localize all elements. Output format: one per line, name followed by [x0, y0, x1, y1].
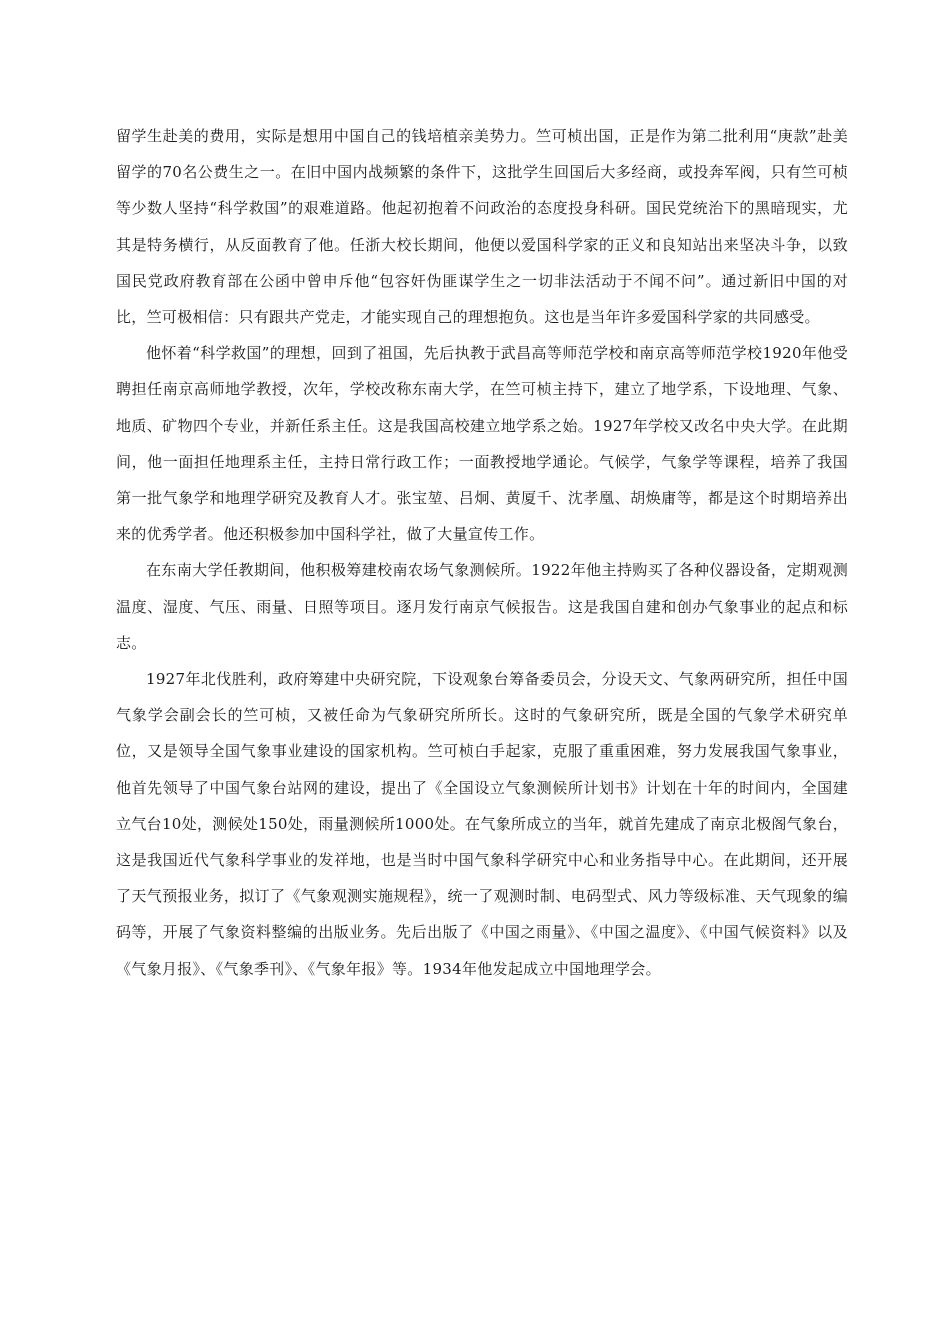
paragraph-1: 留学生赴美的费用，实际是想用中国自己的钱培植亲美势力。竺可桢出国，正是作为第二批利用“庚款”赴美留学的70名公费生之一。在旧中国内战频繁的条件下，这批学生回国后大多经商，或投奔军阀，只有竺可桢等少数人坚持“科学救国”的艰难道路。他起初抱着不问政治的态度投身科研。国民党统治下的黑暗现实，尤其是特务横行，从反面教育了他。任浙大校长期间，他便以爱国科学家的正义和良知站出来坚决斗争，以致国民党政府教育部在公函中曾申斥他“包容奸伪匪谋学生之一切非法活动于不闻不问”。通过新旧中国的对比，竺可极相信：只有跟共产党走，才能实现自己的理想抱负。这也是当年许多爱国科学家的共同感受。 [116, 127, 848, 327]
paragraph-4: 1927年北伐胜利，政府筹建中央研究院，下设观象台筹备委员会，分设天文、气象两研究所，担任中国气象学会副会长的竺可桢，又被任命为气象研究所所长。这时的气象研究所，既是全国的气象学术研究单位，又是领导全国气象事业建设的国家机构。竺可桢白手起家，克服了重重困难，努力发展我国气象事业，他首先领导了中国气象台站网的建设，提出了《全国设立气象测候所计划书》计划在十年的时间内，全国建立气台10处，测候处150处，雨量测候所1000处。在气象所成立的当年，就首先建成了南京北极阁气象台，这是我国近代气象科学事业的发祥地，也是当时中国气象科学研究中心和业务指导中心。在此期间，还开展了天气预报业务，拟订了《气象观测实施规程》，统一了观测时制、电码型式、风力等级标准、天气现象的编码等，开展了气象资料整编的出版业务。先后出版了《中国之雨量》、《中国之温度》、《中国气候资料》以及《气象月报》、《气象季刊》、《气象年报》等。1934年他发起成立中国地理学会。 [116, 670, 848, 978]
paragraph-3: 在东南大学任教期间，他积极筹建校南农场气象测候所。1922年他主持购买了各种仪器设备，定期观测温度、湿度、气压、雨量、日照等项目。逐月发行南京气候报告。这是我国自建和创办气象事业的起点和标志。 [116, 561, 848, 652]
paragraph-2: 他怀着“科学救国”的理想，回到了祖国，先后执教于武昌高等师范学校和南京高等师范学校1920年他受聘担任南京高师地学教授，次年，学校改称东南大学，在竺可桢主持下，建立了地学系，下设地理、气象、地质、矿物四个专业，并新任系主任。这是我国高校建立地学系之始。1927年学校又改名中央大学。在此期间，他一面担任地理系主任，主持日常行政工作；一面教授地学通论。气候学，气象学等课程，培养了我国第一批气象学和地理学研究及教育人才。张宝堃、吕炯、黄厦千、沈孝凰、胡焕庸等，都是这个时期培养出来的优秀学者。他还积极参加中国科学社，做了大量宣传工作。 [116, 344, 848, 544]
document-page [116, 118, 848, 987]
